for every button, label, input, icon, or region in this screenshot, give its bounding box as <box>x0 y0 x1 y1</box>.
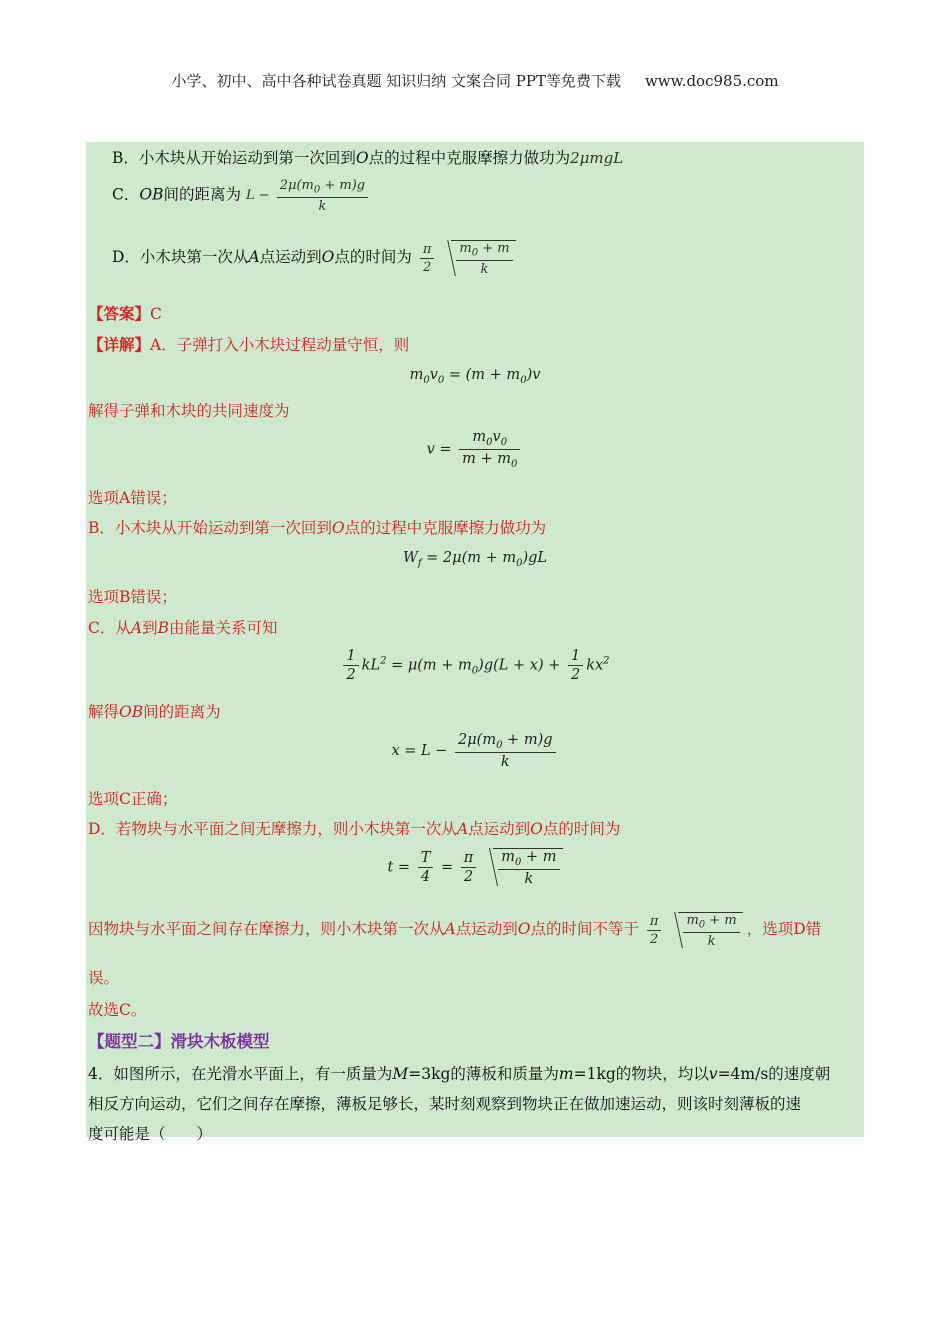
option-c-formula: L − $\frac{2\mu(m_0 + m)g}{k}$ <box>246 188 371 203</box>
solution-a-solve: 解得子弹和木块的共同速度为 <box>88 402 290 420</box>
page-header <box>0 70 950 91</box>
solution-a-result: 选项A错误； <box>88 489 177 507</box>
equation-time: t = $\frac{T}{4}$ = $\frac{\pi}{2}$ $\frac{m_0 + m}{k}$ <box>86 848 864 887</box>
equation-energy: $\frac{1}{2}$ $kL^2 = \mu(m + m_0)g(L + x)$ + $\frac{1}{2}$ $kx^2$ <box>86 648 864 683</box>
header-text: 小学、初中、高中各种试卷真题 知识归纳 文案合同 PPT等免费下载 <box>171 72 621 90</box>
equation-momentum: $m_0v_0 = (m + m_0)v$ <box>409 367 541 386</box>
equation-friction-work: $W_f = 2\mu(m + m_0)gL$ <box>402 550 548 569</box>
solution-conclusion: 故选C。 <box>88 1001 147 1019</box>
header-site: www.doc985.com <box>644 72 779 90</box>
solution-d-note-end: 误。 <box>88 969 120 987</box>
equation-distance: x = L − $\frac{2\mu(m_0 + m)g}{k}$ <box>86 732 864 770</box>
solution-b-result: 选项B错误； <box>88 588 177 606</box>
solution-d-note-formula: $\frac{\pi}{2}$ $\frac{m_0 + m}{k}$ <box>644 923 747 938</box>
option-c: C．OB间的距离为 L − $\frac{2\mu(m_0 + m)g}{k}$ <box>112 178 371 214</box>
solution-d-intro: D．若物块与水平面之间无摩擦力，则小木块第一次从A点运动到O点的时间为 <box>88 820 621 838</box>
option-d-formula: $\frac{\pi}{2}$ $\frac{m_0 + m}{k}$ <box>417 251 516 266</box>
solution-c-intro: C．从A到B由能量关系可知 <box>88 619 278 637</box>
question-4-line-1: 4．如图所示，在光滑水平面上，有一质量为M=3kg的薄板和质量为m=1kg的物块，均以v=4m/s的速度朝 <box>88 1065 831 1083</box>
solution-c-solve: 解得OB间的距离为 <box>88 703 221 721</box>
content-panel <box>86 142 864 1143</box>
option-b-formula: 2μmgL <box>570 149 624 167</box>
answer-line: 【答案】C <box>88 304 162 323</box>
equation-velocity: v = $\frac{m_0v_0}{m + m_0}$ <box>86 429 864 470</box>
question-4-line-3: 度可能是（ ） <box>88 1125 213 1143</box>
option-b: B．小木块从开始运动到第一次回到O点的过程中克服摩擦力做功为2μmgL <box>112 149 624 167</box>
solution-b-intro: B．小木块从开始运动到第一次回到O点的过程中克服摩擦力做功为 <box>88 519 547 537</box>
question-4-line-2: 相反方向运动，它们之间存在摩擦，薄板足够长，某时刻观察到物块正在做加速运动，则该时刻薄板的速 <box>88 1095 802 1113</box>
solution-a-intro: 【详解】A．子弹打入小木块过程动量守恒，则 <box>88 335 410 354</box>
section-title: 【题型二】滑块木板模型 <box>88 1032 270 1051</box>
solution-d-note: 因物块与水平面之间存在摩擦力，则小木块第一次从A点运动到O点的时间不等于 $\frac{\pi}{2}$ $\frac{m_0 + m}{k}$ ，选项D错 <box>88 913 822 949</box>
solution-c-result: 选项C正确； <box>88 790 178 808</box>
option-d: D．小木块第一次从A点运动到O点的时间为 $\frac{\pi}{2}$ $\frac{m_0 + m}{k}$ <box>112 240 516 277</box>
